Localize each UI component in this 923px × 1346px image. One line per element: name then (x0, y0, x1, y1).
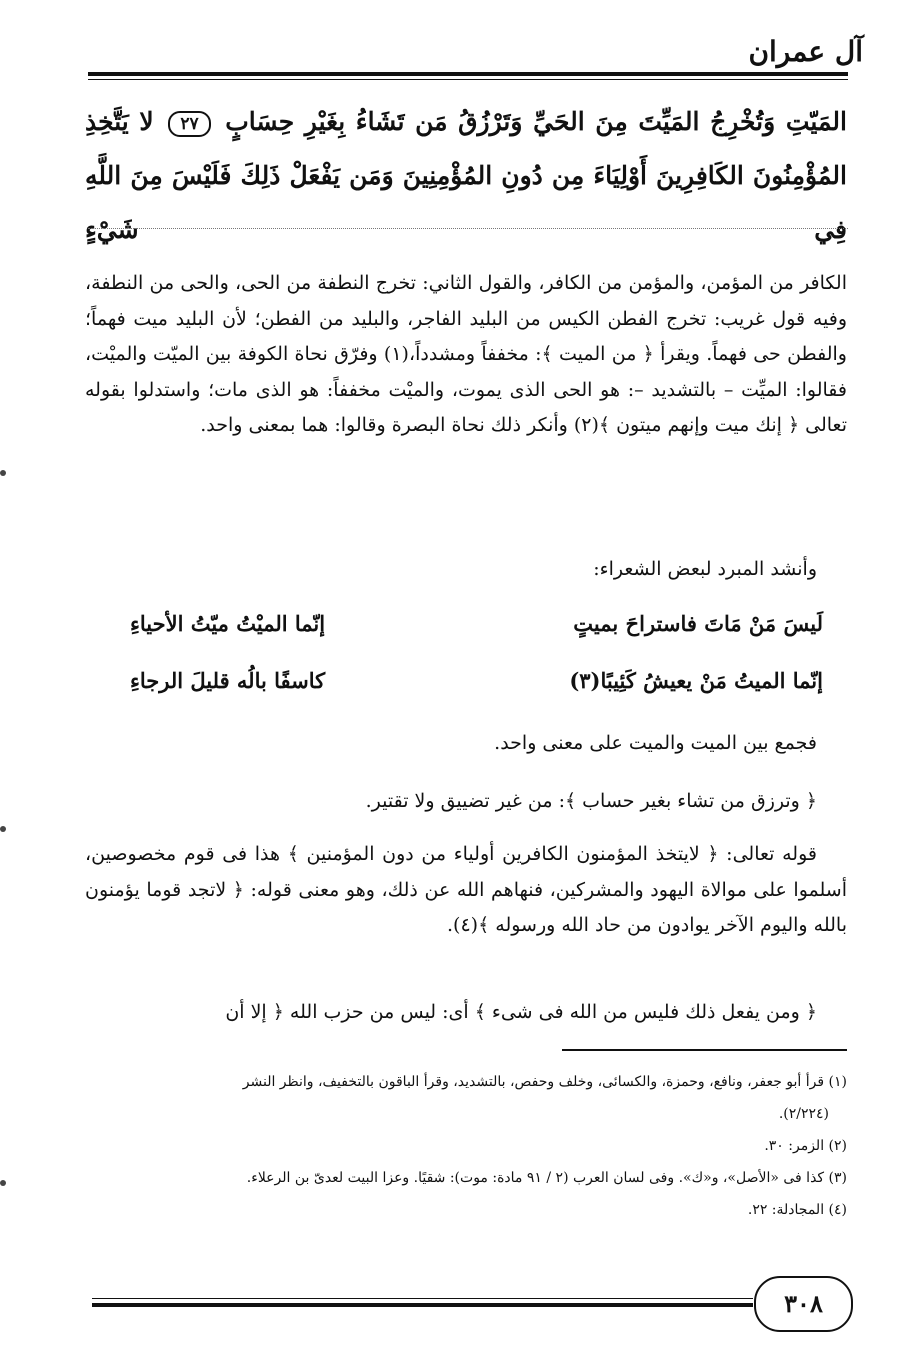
verse-separator (88, 228, 848, 229)
footnote-4: (٤) المجادلة: ٢٢. (747, 1202, 847, 1218)
commentary-paragraph-4: قوله تعالى: ﴿ لايتخذ المؤمنون الكافرين أولياء من دون المؤمنين ﴾ هذا فى قوم مخصوصين، أسلموا على موالاة اليهود والمشركين، فنهاهم الله عن ذلك، وهو معنى قوله: ﴿ لاتجد قوما يؤمنون بالله واليوم الآخر يوادون من حاد الله ورسوله ﴾(٤). (85, 843, 847, 936)
poem-line-2 (130, 661, 823, 701)
page-number: ٣٠٨ (754, 1276, 853, 1332)
poem-intro: وأنشد المبرد لبعض الشعراء: (593, 558, 817, 580)
commentary-paragraph-5: ﴿ ومن يفعل ذلك فليس من الله فى شىء ﴾ أى: ليس من حزب الله ﴿ إلا أن (225, 1001, 817, 1023)
binding-mark (0, 826, 6, 832)
footnote-1-continuation: (٢/٢٢٤). (778, 1106, 829, 1122)
verse-text-before: المَيّتِ وَتُخْرِجُ المَيِّتَ مِنَ الحَيِّ وَتَرْزُقُ مَن تَشَاءُ بِغَيْرِ حِسَابٍ (225, 107, 847, 136)
header-rule-thick (88, 72, 848, 76)
binding-mark (0, 1180, 6, 1186)
verse-text-after: لا يَتَّخِذِ المُؤْمِنُونَ الكَافِرِينَ أَوْلِيَاءَ مِن دُونِ المُؤْمِنِينَ وَمَن يَفْعَلْ ذَلِكَ فَلَيْسَ مِنَ اللَّهِ فِي شَيْءٍ (85, 107, 847, 244)
verse-number-badge: ٢٧ (168, 111, 210, 137)
poem-line-1-first-hemistich: لَيسَ مَنْ مَاتَ فاستراحَ بميتٍ (573, 611, 823, 636)
footnote-2: (٢) الزمر: ٣٠. (764, 1138, 847, 1154)
commentary-paragraph-1 (85, 266, 847, 444)
poem-line-2-first-hemistich: إنّما الميتُ مَنْ يعيشُ كَئِيبًا(٣) (569, 668, 823, 693)
footnote-1: (١) قرأ أبو جعفر، ونافع، وحمزة، والكسائى، وخلف وحفص، بالتشديد، وقرأ الباقون بالتخفيف، وانظر النشر (242, 1074, 847, 1090)
poem-line-1-second-hemistich: إنّما الميْتُ ميّتُ الأحياءِ (130, 611, 326, 636)
running-header-title: آل عمران (748, 35, 863, 68)
footnote-separator (562, 1049, 847, 1051)
footer-rule-thick (92, 1303, 753, 1307)
poem-line-2-second-hemistich: كاسفًا بالُه قليلَ الرجاءِ (130, 668, 326, 693)
quran-verse-block (85, 95, 847, 257)
paragraph-text: الكافر من المؤمن، والمؤمن من الكافر، والقول الثاني: تخرج النطفة من الحى، والحى من النطفة، وفيه قول غريب: تخرج الفطن الكيس من البليد الفاجر، والبليد من الفطن؛ لأن البليد ميت فهماً؛ والفطن حى فهماً. ويقرأ ﴿ من الميت ﴾: مخففاً ومشدداً،(١) وفرّق نحاة الكوفة بين الميّت والميْت، فقالوا: الميِّت – بالتشديد –: هو الحى الذى يموت، والميْت مخففاً: هو الذى مات؛ واستدلوا بقوله تعالى ﴿ إنك ميت وإنهم ميتون ﴾(٢) وأنكر ذلك نحاة البصرة وقالوا: هما بمعنى واحد. (85, 272, 847, 436)
header-rule-thin (88, 79, 848, 80)
commentary-paragraph-3: ﴿ وترزق من تشاء بغير حساب ﴾: من غير تضييق ولا تقتير. (365, 790, 817, 812)
binding-mark (0, 470, 6, 476)
footnote-3: (٣) كذا فى «الأصل»، و«ك». وفى لسان العرب (٢ / ٩١ مادة: موت): شقيًا. وعزا البيت لعدىّ بن الرعلاء. (246, 1170, 847, 1186)
footnotes (85, 1068, 847, 1228)
commentary-paragraph-2: فجمع بين الميت والميت على معنى واحد. (494, 732, 817, 754)
footer-rule-thin (92, 1298, 753, 1299)
poem-line-1 (130, 604, 823, 644)
